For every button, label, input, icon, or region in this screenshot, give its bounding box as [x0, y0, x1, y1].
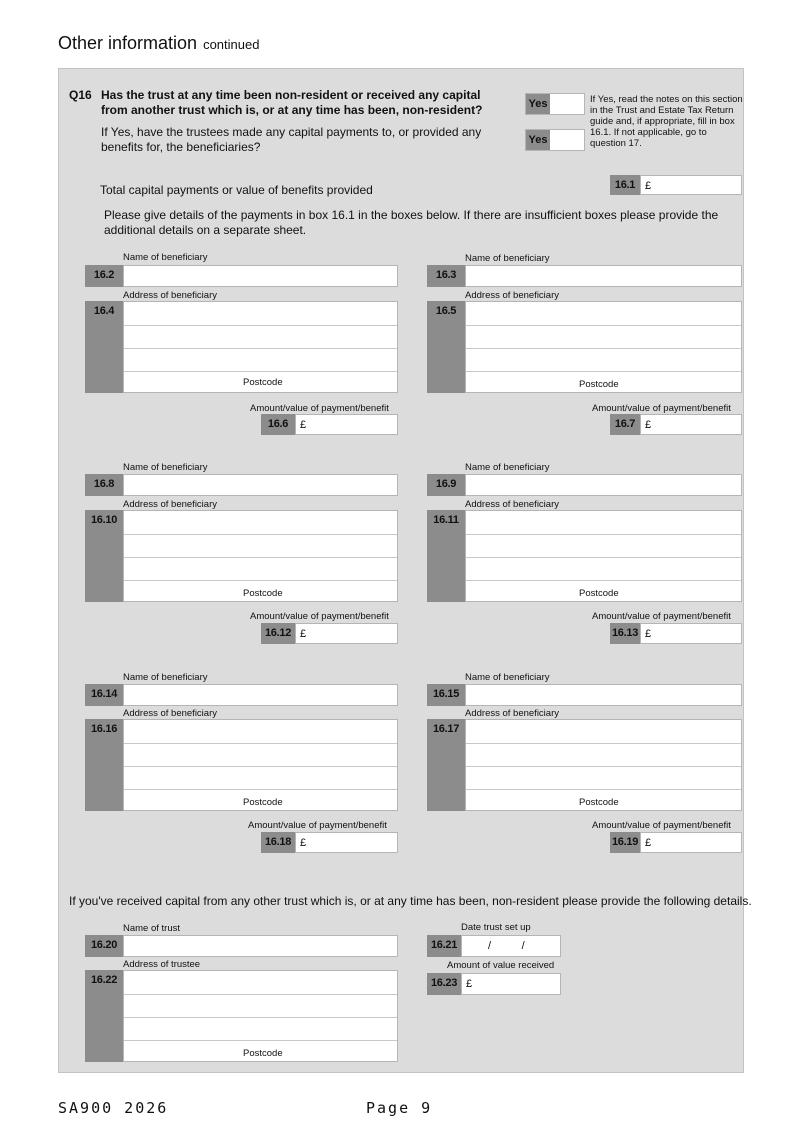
- total-label: Total capital payments or value of benefits provided: [100, 183, 373, 197]
- amount-field[interactable]: [640, 832, 742, 853]
- address-label: Address of beneficiary: [123, 499, 217, 510]
- beneficiary-name-field[interactable]: [465, 265, 742, 287]
- name-label: Name of beneficiary: [465, 253, 550, 264]
- box-number: 16.19: [610, 832, 640, 853]
- box-number: 16.12: [261, 623, 295, 644]
- page-number: Page 9: [366, 1099, 433, 1117]
- box-number: 16.9: [427, 474, 465, 496]
- beneficiary-name-field[interactable]: [123, 474, 398, 496]
- date-set-up-label: Date trust set up: [461, 922, 531, 933]
- amount-label: Amount/value of payment/benefit: [592, 820, 731, 831]
- postcode-label: Postcode: [243, 377, 283, 388]
- beneficiary-address-field[interactable]: [465, 301, 742, 393]
- name-label: Name of beneficiary: [465, 672, 550, 683]
- continued-label: continued: [203, 37, 260, 52]
- instructions-text: Please give details of the payments in box 16.1 in the boxes below. If there are insufficient boxes please provide the additional details on a separate sheet.: [104, 208, 719, 237]
- beneficiary-address-field[interactable]: [465, 510, 742, 602]
- box-number: 16.6: [261, 414, 295, 435]
- date-field[interactable]: [461, 935, 561, 957]
- address-label: Address of beneficiary: [465, 708, 559, 719]
- box-number: 16.2: [85, 265, 123, 287]
- postcode-label: Postcode: [243, 588, 283, 599]
- currency-symbol: £: [645, 419, 652, 431]
- box-number: 16.22: [85, 970, 123, 1062]
- box-number: 16.4: [85, 301, 123, 393]
- yes-box-1[interactable]: [525, 93, 585, 115]
- address-label: Address of beneficiary: [465, 290, 559, 301]
- postcode-label: Postcode: [243, 1048, 283, 1059]
- currency-symbol: £: [300, 837, 307, 849]
- box-number: 16.17: [427, 719, 465, 811]
- amount-field[interactable]: [640, 414, 742, 435]
- yes-label-2: Yes: [526, 130, 550, 150]
- box-number: 16.18: [261, 832, 295, 853]
- question-text: Has the trust at any time been non-resident or received any capital from another trust which is, or at any time has been, non-resident?: [101, 88, 483, 117]
- beneficiary-address-field[interactable]: [123, 301, 398, 393]
- box-number: 16.21: [427, 935, 461, 957]
- amount-label: Amount/value of payment/benefit: [248, 820, 387, 831]
- page-title: Other information: [58, 33, 198, 53]
- trust-name-label: Name of trust: [123, 923, 181, 934]
- box-number: 16.1: [610, 175, 640, 195]
- currency-symbol: £: [645, 628, 652, 640]
- amount-field[interactable]: [295, 623, 398, 644]
- postcode-label: Postcode: [579, 379, 619, 390]
- amount-field[interactable]: [640, 623, 742, 644]
- yes-box-2[interactable]: [525, 129, 585, 151]
- amount-received-label: Amount of value received: [447, 960, 555, 971]
- yes-label-1: Yes: [526, 94, 550, 114]
- beneficiary-name-field[interactable]: [465, 474, 742, 496]
- name-label: Name of beneficiary: [465, 462, 550, 473]
- name-label: Name of beneficiary: [123, 672, 208, 683]
- amount-field[interactable]: [295, 414, 398, 435]
- beneficiary-name-field[interactable]: [123, 684, 398, 706]
- page-heading: [58, 33, 259, 54]
- beneficiary-address-field[interactable]: [123, 510, 398, 602]
- amount-label: Amount/value of payment/benefit: [250, 611, 389, 622]
- box-number: 16.20: [85, 935, 123, 957]
- box-number: 16.16: [85, 719, 123, 811]
- box-number: 16.13: [610, 623, 640, 644]
- amount-label: Amount/value of payment/benefit: [592, 403, 731, 414]
- amount-field[interactable]: [295, 832, 398, 853]
- currency-symbol: £: [466, 978, 473, 990]
- beneficiary-address-field[interactable]: [123, 719, 398, 811]
- box-number: 16.8: [85, 474, 123, 496]
- box-number: 16.7: [610, 414, 640, 435]
- guidance-note: If Yes, read the notes on this section in the Trust and Estate Tax Return guide and, if appropriate, fill in box 16.1. If not applicable, go to question 17.: [590, 94, 743, 149]
- trust-name-field[interactable]: [123, 935, 398, 957]
- amount-label: Amount/value of payment/benefit: [592, 611, 731, 622]
- total-amount-field[interactable]: [640, 175, 742, 195]
- address-label: Address of beneficiary: [123, 290, 217, 301]
- other-trust-intro: If you've received capital from any other trust which is, or at any time has been, non-resident please provide the following details.: [69, 894, 752, 908]
- postcode-label: Postcode: [579, 588, 619, 599]
- postcode-label: Postcode: [579, 797, 619, 808]
- box-number: 16.11: [427, 510, 465, 602]
- date-separators: / /: [488, 940, 525, 952]
- amount-received-field[interactable]: [461, 973, 561, 995]
- beneficiary-name-field[interactable]: [123, 265, 398, 287]
- trustee-address-field[interactable]: [123, 970, 398, 1062]
- beneficiary-address-field[interactable]: [465, 719, 742, 811]
- address-label: Address of beneficiary: [465, 499, 559, 510]
- box-number: 16.23: [427, 973, 461, 995]
- currency-symbol: £: [300, 628, 307, 640]
- trustee-address-label: Address of trustee: [123, 959, 201, 970]
- currency-symbol: £: [645, 837, 652, 849]
- box-number: 16.15: [427, 684, 465, 706]
- box-number: 16.3: [427, 265, 465, 287]
- box-number: 16.5: [427, 301, 465, 393]
- form-code: SA900 2026: [58, 1099, 169, 1117]
- currency-symbol: £: [645, 180, 652, 192]
- beneficiary-name-field[interactable]: [465, 684, 742, 706]
- currency-symbol: £: [300, 419, 307, 431]
- address-label: Address of beneficiary: [123, 708, 217, 719]
- name-label: Name of beneficiary: [123, 252, 208, 263]
- postcode-label: Postcode: [243, 797, 283, 808]
- amount-label: Amount/value of payment/benefit: [250, 403, 389, 414]
- question-subtext: If Yes, have the trustees made any capital payments to, or provided any benefits for, the beneficiaries?: [101, 125, 482, 154]
- box-number: 16.14: [85, 684, 123, 706]
- name-label: Name of beneficiary: [123, 462, 208, 473]
- question-number: Q16: [69, 88, 92, 102]
- box-number: 16.10: [85, 510, 123, 602]
